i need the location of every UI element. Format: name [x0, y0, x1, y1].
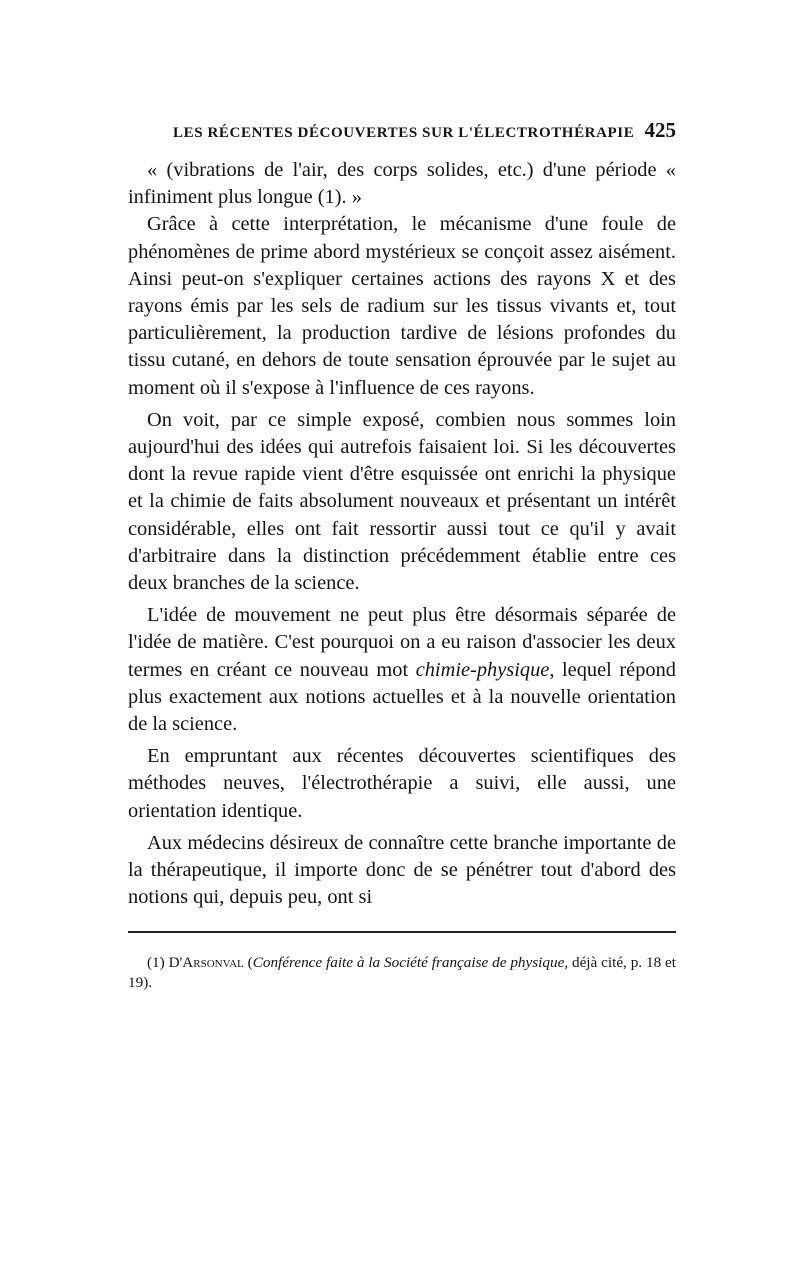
book-page — [128, 118, 676, 993]
paragraph-3: On voit, par ce simple exposé, combien nous sommes loin aujourd'hui des idées qui autrefois faisaient loi. Si les découvertes dont la revue rapide vient d'être esquissée ont enrichi la physique et la chimie de faits absolument nouveaux et présentant un intérêt considérable, elles ont fait ressortir aussi tout ce qu'il y avait d'arbitraire dans la distinction précédemment établie entre ces deux branches de la science. — [128, 408, 676, 595]
running-head — [128, 118, 676, 143]
paragraph-1: « (vibrations de l'air, des corps solides, etc.) d'une période « infiniment plus longue (1). » — [128, 159, 676, 209]
paragraph-4-end: , lequel répond plus exactement aux notions actuelles et à la nouvelle orientation de la science. — [128, 658, 676, 736]
footnote-marker: (1) D' — [147, 954, 183, 972]
footnote-citation: , déjà cité, p. 18 et 19). — [128, 954, 676, 992]
footnote-title: Conférence faite à la Société française de physique — [252, 954, 565, 972]
paragraph-6: Aux médecins désireux de connaître cette branche importante de la thérapeutique, il importe donc de se pénétrer tout d'abord des notions qui, depuis peu, ont si — [128, 831, 676, 909]
paragraph-4 — [128, 602, 676, 738]
paragraph-4-start: L'idée de mouvement ne peut plus être désormais séparée de l'idée de matière. C'est pourquoi on a eu raison d'associer les deux termes en créant ce nouveau mot — [128, 604, 676, 681]
paragraph-4-italic-term: chimie-physique — [415, 658, 550, 681]
footnote-author: Arsonval — [182, 954, 244, 972]
footnote-divider — [128, 931, 676, 933]
paragraph-5: En empruntant aux récentes découvertes scientifiques des méthodes neuves, l'électrothérapie a suivi, elle aussi, une orientation identique. — [128, 745, 676, 822]
footnote-open-paren: ( — [243, 954, 253, 972]
paragraph-2: Grâce à cette interprétation, le mécanisme d'une foule de phénomènes de prime abord mystérieux se conçoit assez aisément. Ainsi peut-on s'expliquer certaines actions des rayons X et des rayons émis par les sels de radium sur les tissus vivants et, tout particulièrement, la production tardive de lésions profondes du tissu cutané, en dehors de toute sensation éprouvée par le sujet au moment où il s'expose à l'influence de ces rayons. — [128, 213, 676, 399]
footnote — [128, 953, 676, 993]
page-number: 425 — [644, 118, 676, 142]
body-text — [128, 157, 676, 911]
running-title: LES RÉCENTES DÉCOUVERTES SUR L'ÉLECTROTHÉRAPIE — [173, 125, 635, 141]
